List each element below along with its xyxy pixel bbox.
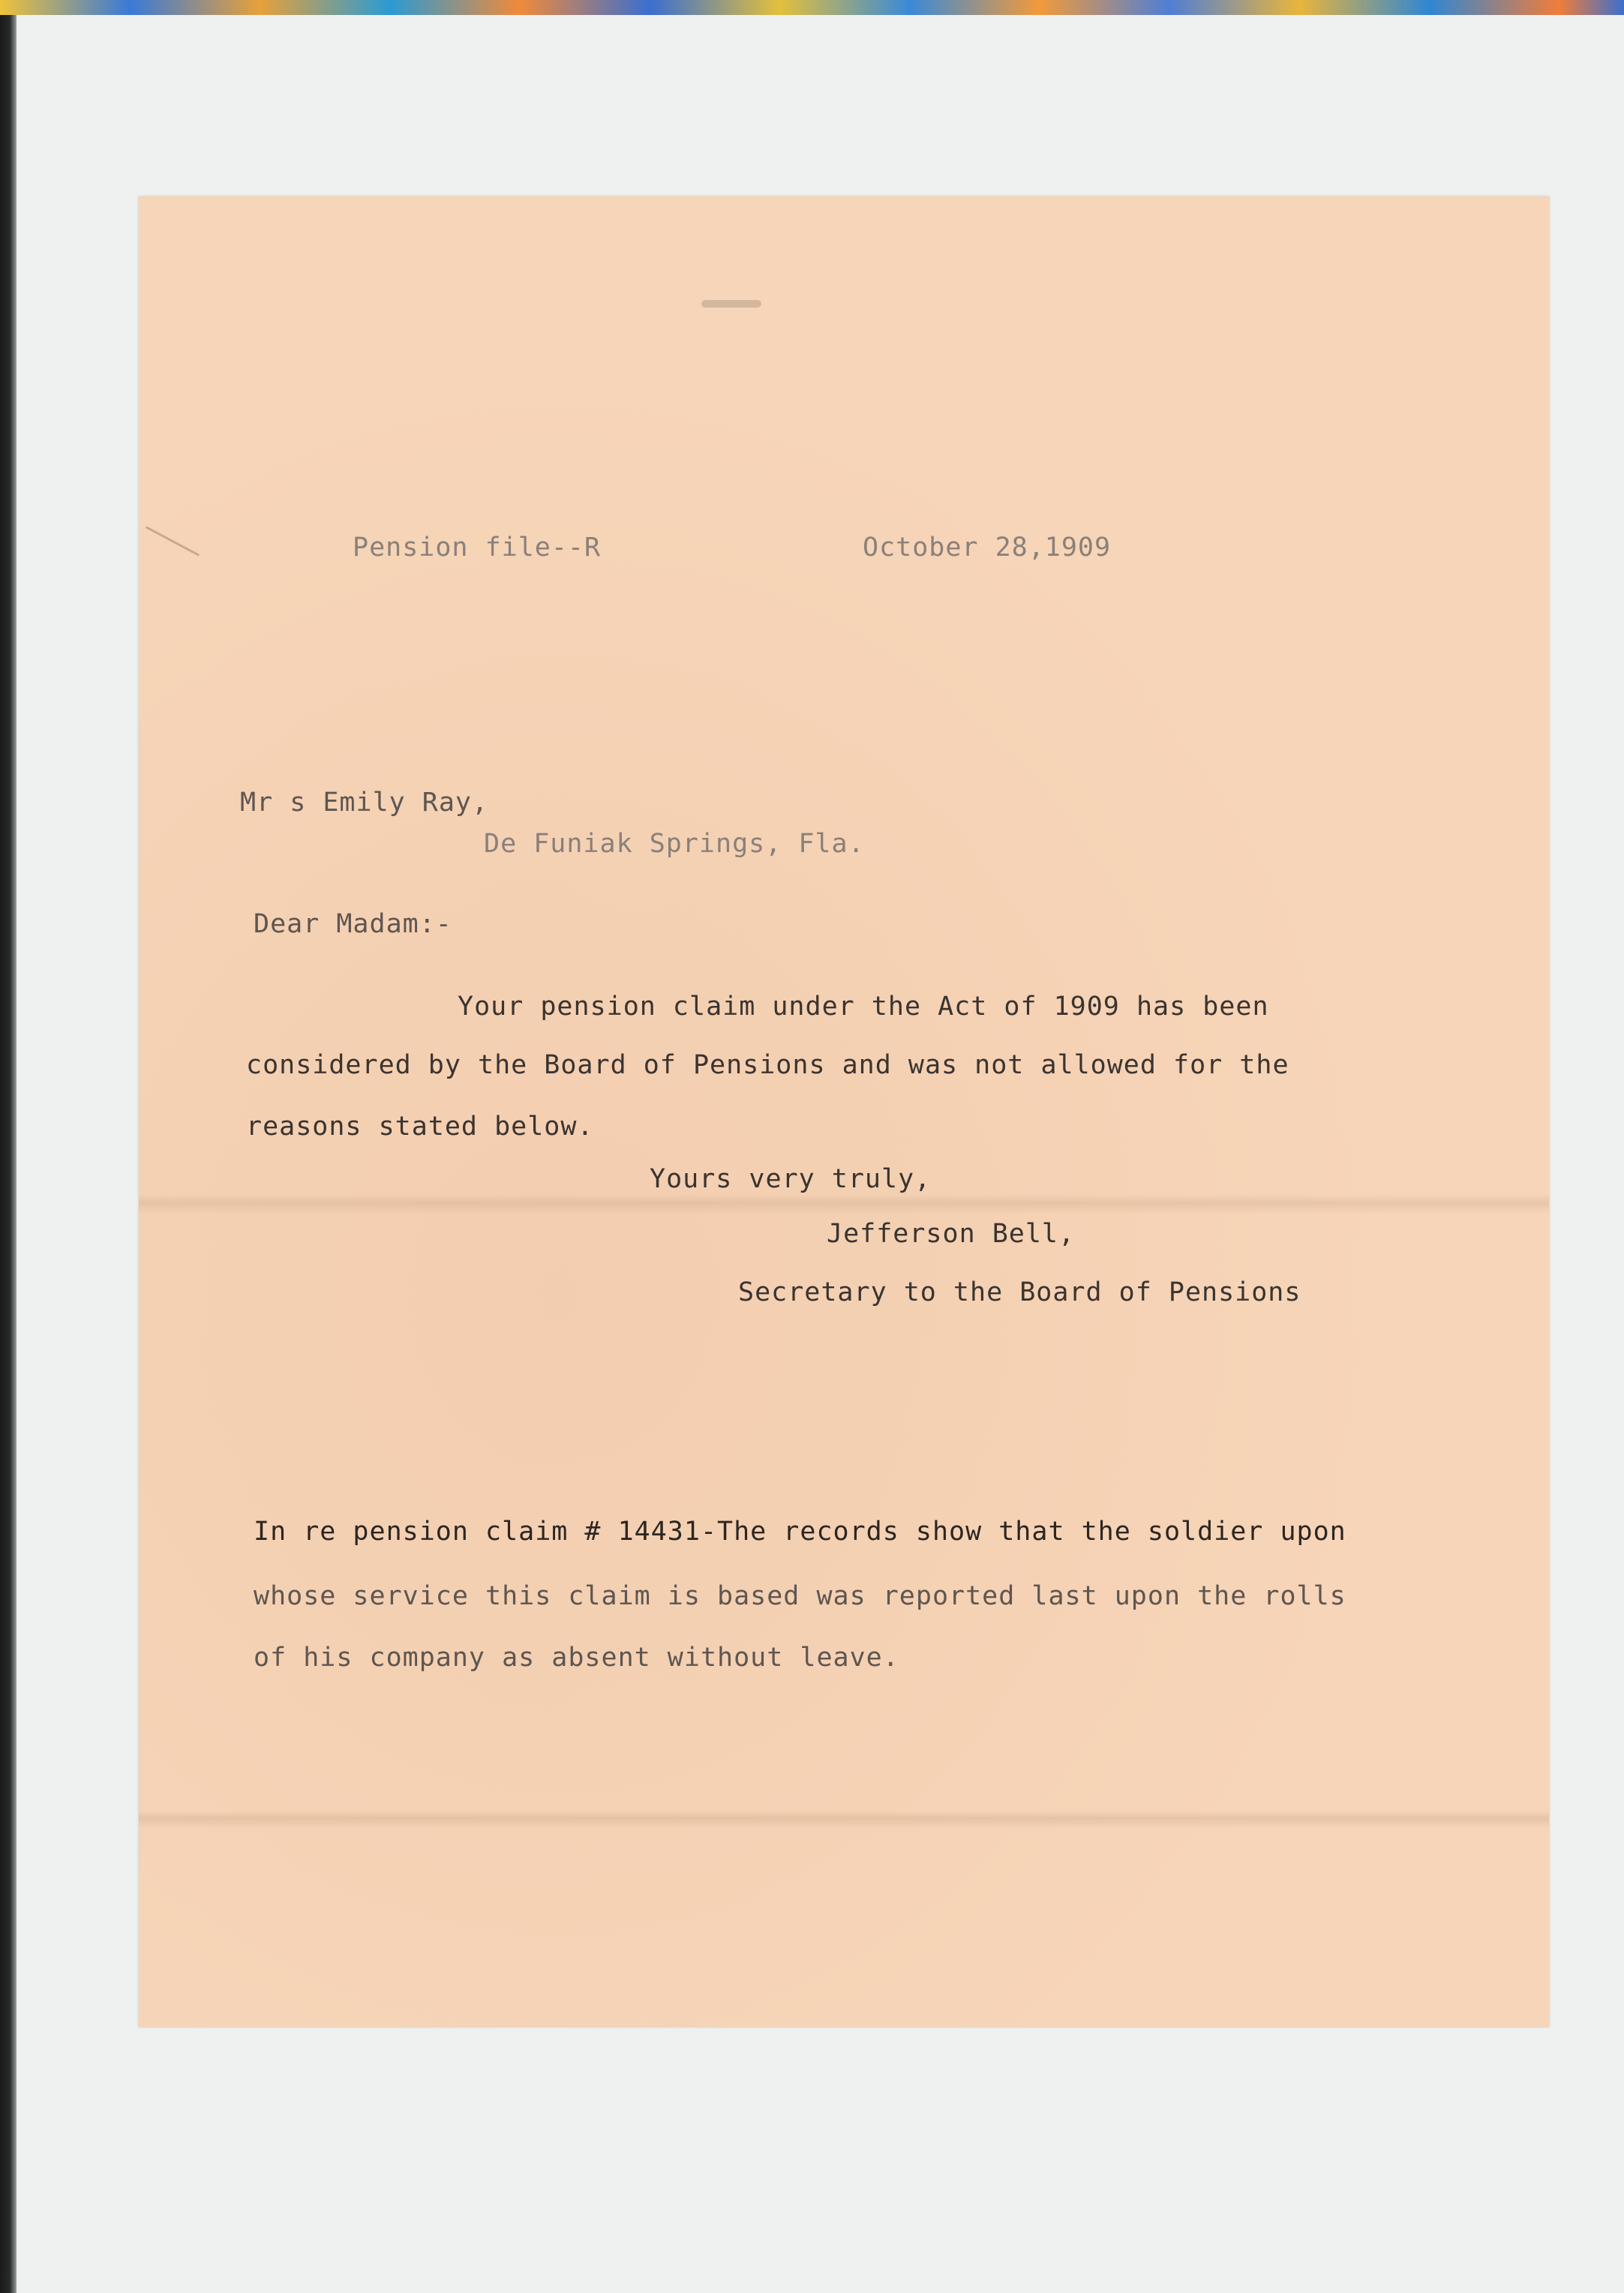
scanner-edge: [0, 15, 17, 2293]
claim-note-line-2: whose service this claim is based was reported last upon the rolls: [254, 1581, 1346, 1611]
recipient-address: De Funiak Springs, Fla.: [484, 829, 865, 859]
closing: Yours very truly,: [650, 1164, 932, 1194]
body-line-2: considered by the Board of Pensions and was not allowed for the: [246, 1050, 1289, 1080]
body-line-1: Your pension claim under the Act of 1909 has been: [458, 992, 1269, 1022]
salutation: Dear Madam:-: [254, 909, 452, 939]
file-reference: Pension file--R: [353, 533, 602, 563]
scanner-color-strip: [0, 0, 1624, 15]
claim-note-line-3: of his company as absent without leave.: [254, 1643, 899, 1673]
recipient-name: Mr s Emily Ray,: [240, 788, 489, 818]
signer-title: Secretary to the Board of Pensions: [738, 1277, 1301, 1307]
letter-date: October 28,1909: [863, 533, 1112, 563]
body-line-3: reasons stated below.: [246, 1112, 594, 1142]
signer-name: Jefferson Bell,: [827, 1219, 1076, 1249]
ink-smudge: [701, 300, 761, 308]
claim-note-line-1: In re pension claim # 14431-The records show that the soldier upon: [254, 1517, 1346, 1547]
